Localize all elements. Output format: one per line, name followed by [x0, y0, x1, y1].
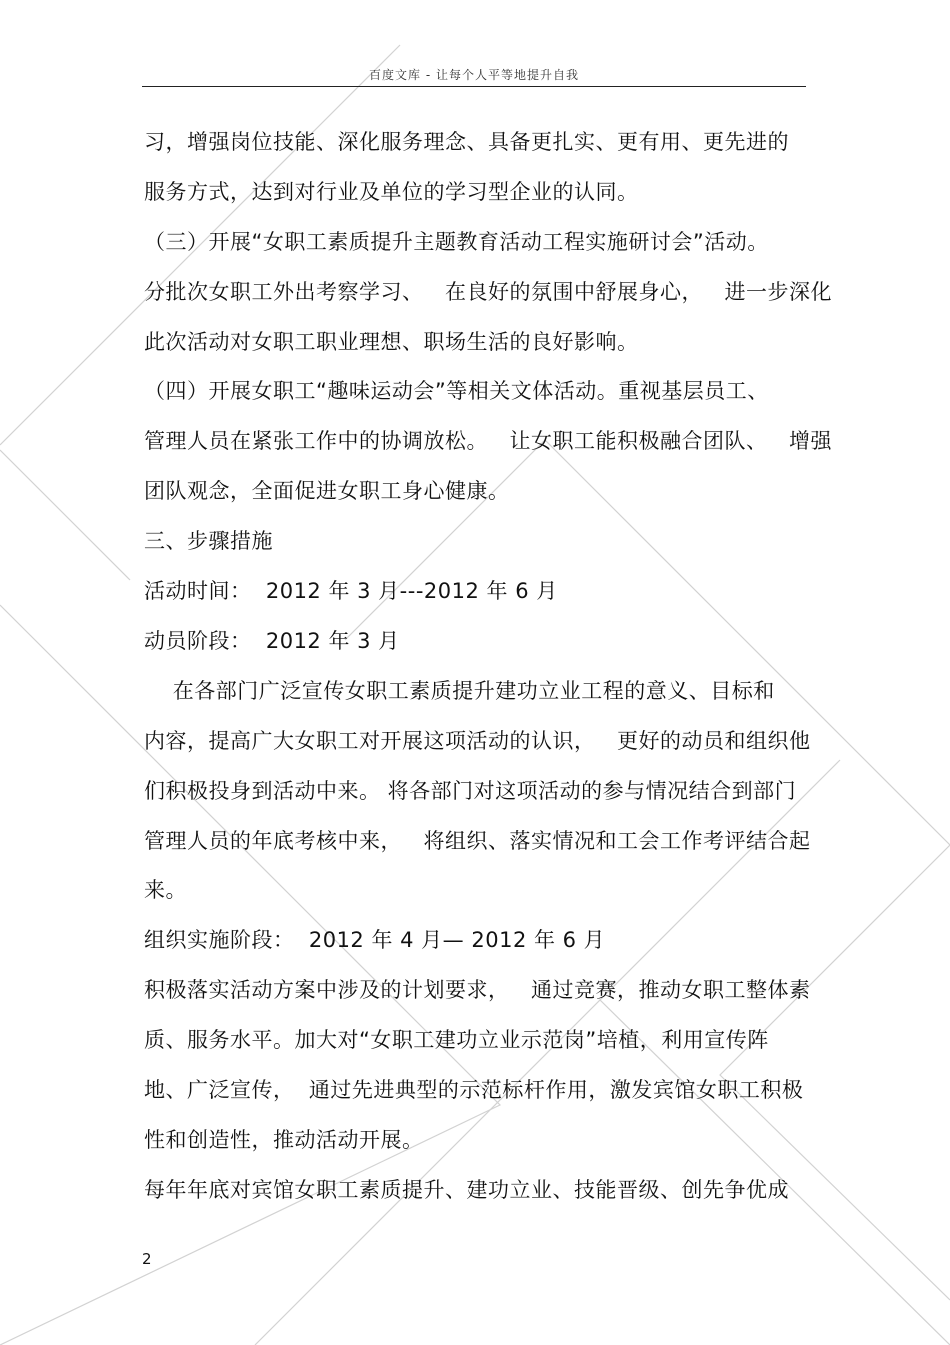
text-line: 每年年底对宾馆女职工素质提升、建功立业、技能晋级、创先争优成	[144, 1178, 789, 1202]
text-line: 来。	[144, 878, 187, 902]
text-line: 质、服务水平。加大对“女职工建功立业示范岗”培植，利用宣传阵	[144, 1028, 769, 1052]
text-line: 内容，提高广大女职工对开展这项活动的认识， 更好的动员和组织他	[144, 729, 811, 753]
text-line: 性和创造性，推动活动开展。	[144, 1128, 424, 1152]
header-rule	[142, 86, 806, 87]
text-line: 动员阶段： 2012 年 3 月	[144, 629, 400, 653]
text-line: 管理人员的年底考核中来， 将组织、落实情况和工会工作考评结合起	[144, 829, 811, 853]
page-number: 2	[142, 1250, 152, 1268]
text-line: 地、广泛宣传， 通过先进典型的示范标杆作用，激发宾馆女职工积极	[144, 1078, 804, 1102]
text-line: 习，增强岗位技能、深化服务理念、具备更扎实、更有用、更先进的	[144, 130, 789, 154]
text-line: 服务方式，达到对行业及单位的学习型企业的认同。	[144, 180, 639, 204]
text-line: 们积极投身到活动中来。 将各部门对这项活动的参与情况结合到部门	[144, 779, 797, 803]
text-line: 在各部门广泛宣传女职工素质提升建功立业工程的意义、目标和	[144, 679, 775, 703]
text-line: 活动时间： 2012 年 3 月---2012 年 6 月	[144, 579, 558, 603]
text-line: 此次活动对女职工职业理想、职场生活的良好影响。	[144, 330, 639, 354]
section-heading: 三、步骤措施	[144, 529, 273, 553]
page-header: 百度文库 - 让每个人平等地提升自我	[369, 68, 579, 82]
text-line: （四）开展女职工“趣味运动会”等相关文体活动。重视基层员工、	[144, 379, 769, 403]
text-line: 管理人员在紧张工作中的协调放松。 让女职工能积极融合团队、 增强	[144, 429, 833, 453]
text-line: 团队观念，全面促进女职工身心健康。	[144, 479, 510, 503]
text-line: 积极落实活动方案中涉及的计划要求， 通过竞赛，推动女职工整体素	[144, 978, 811, 1002]
text-line: 组织实施阶段： 2012 年 4 月— 2012 年 6 月	[144, 928, 606, 952]
text-line: 分批次女职工外出考察学习、 在良好的氛围中舒展身心， 进一步深化	[144, 280, 833, 304]
text-line: （三）开展“女职工素质提升主题教育活动工程实施研讨会”活动。	[144, 230, 769, 254]
